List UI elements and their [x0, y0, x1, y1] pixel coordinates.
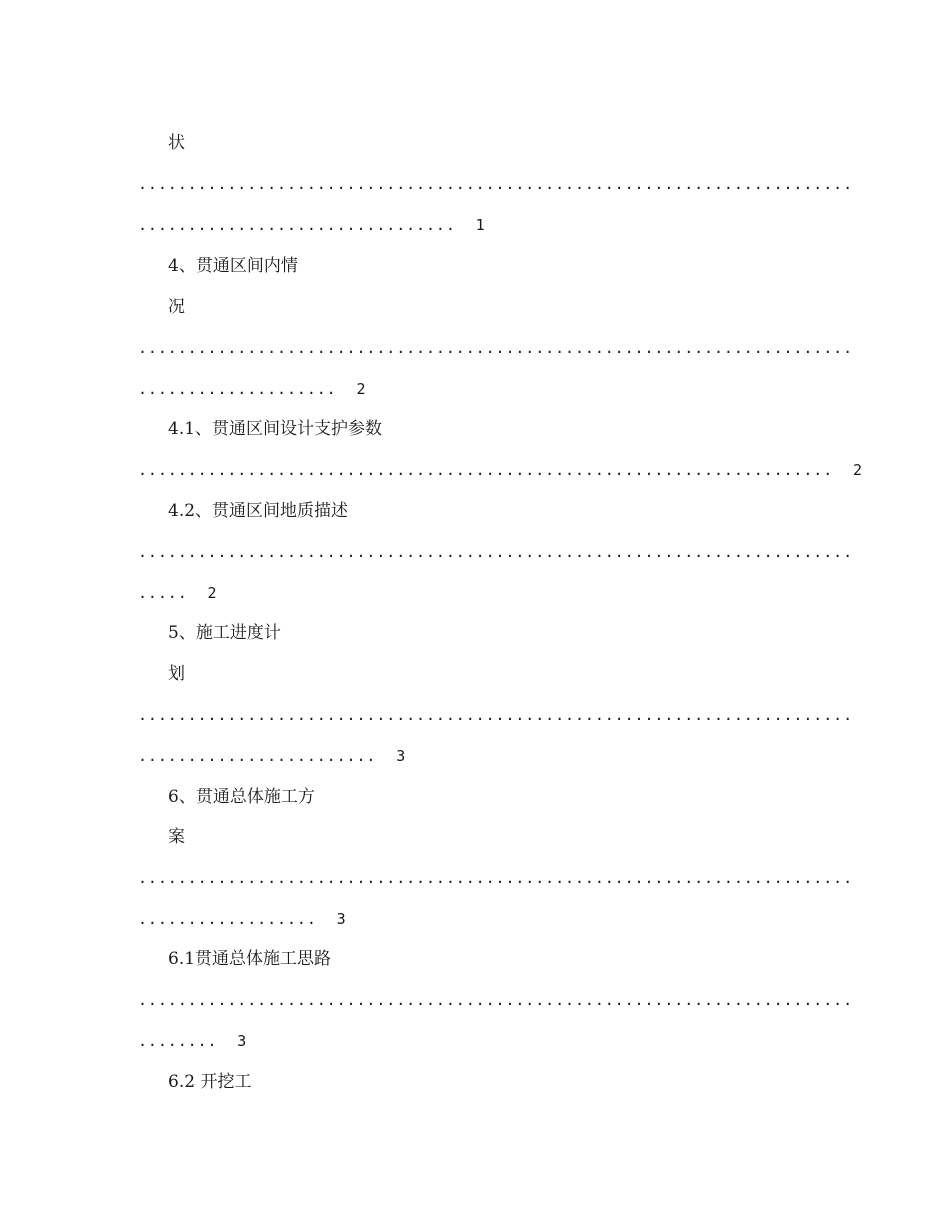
toc-line: 案 [168, 827, 185, 847]
toc-leader-dots: ........ 3 [138, 1032, 248, 1050]
toc-entry-6-1: 6.1贯通总体施工思路 [168, 949, 332, 969]
toc-leader-dots: ...................................................................... 2 [138, 461, 863, 479]
toc-leader-dots: ........................................................................ [138, 706, 854, 724]
toc-leader-dots: ........................ 3 [138, 747, 407, 765]
toc-line: 划 [168, 664, 185, 684]
toc-leader-dots: .................. 3 [138, 910, 347, 928]
toc-leader-dots: ........................................................................ [138, 339, 854, 357]
toc-leader-dots: ........................................................................ [138, 175, 854, 193]
toc-entry-4-2: 4.2、贯通区间地质描述 [168, 501, 349, 521]
toc-leader-dots: ........................................................................ [138, 869, 854, 887]
toc-line: 况 [168, 297, 185, 317]
toc-entry-6-2: 6.2 开挖工 [168, 1072, 252, 1092]
toc-entry-4: 4、贯通区间内情 [168, 256, 298, 276]
toc-leader-dots: ................................ 1 [138, 216, 486, 234]
toc-leader-dots: ..... 2 [138, 584, 218, 602]
toc-leader-dots: ........................................................................ [138, 543, 854, 561]
toc-line: 状 [168, 133, 185, 153]
toc-entry-6: 6、贯通总体施工方 [168, 787, 315, 807]
toc-entry-5: 5、施工进度计 [168, 623, 281, 643]
toc-leader-dots: ........................................................................ [138, 991, 854, 1009]
toc-entry-4-1: 4.1、贯通区间设计支护参数 [168, 419, 383, 439]
toc-leader-dots: .................... 2 [138, 380, 367, 398]
